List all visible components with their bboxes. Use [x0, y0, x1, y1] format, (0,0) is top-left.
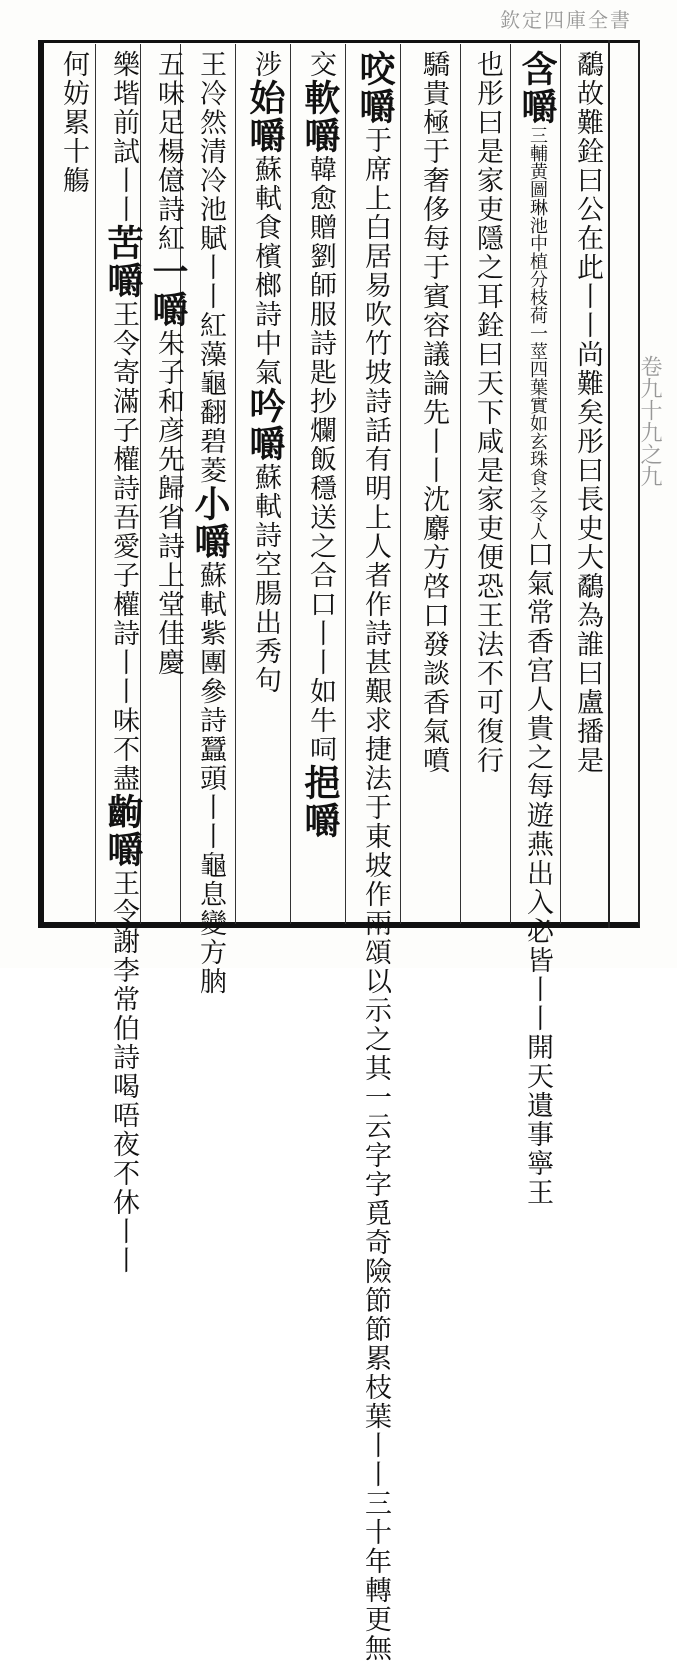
- text-column-6: [295, 50, 345, 920]
- column-text: 王令寄滿子權詩吾愛子權詩丨丨味不盡: [108, 300, 139, 793]
- column-rule: [290, 44, 291, 924]
- headword: 齣嚼: [102, 793, 144, 869]
- running-header: 欽定四庫全書: [500, 8, 632, 32]
- column-text: 涉: [250, 50, 281, 79]
- column-rule: [345, 44, 346, 924]
- column-text: 口氣常香宫人貴之每遊燕出入必皆丨丨開天遺事寧王: [522, 540, 553, 1207]
- column-text: 王令謝李常伯詩喝唔夜不休丨丨: [108, 869, 139, 1275]
- column-text: 韓愈贈劉師服詩匙抄爛飯穩送之合口丨丨如牛呞: [305, 155, 336, 764]
- headword: 挹嚼: [299, 764, 341, 840]
- headword: 含嚼: [516, 50, 558, 126]
- headword: 苦嚼: [102, 224, 144, 300]
- column-text: 蘇軾紫團參詩蠶頭丨丨龜息變方朒: [195, 561, 226, 996]
- column-text: 樂堦前試丨丨: [108, 50, 139, 224]
- text-column-3: 也彤曰是家吏隱之耳銓曰天下咸是家吏便恐王法不可復行: [472, 50, 503, 775]
- text-column-5: [350, 50, 400, 1663]
- column-text: 朱子和彦先歸省詩上堂佳慶: [153, 329, 184, 677]
- column-text: 蘇軾詩空腸出秀句: [250, 463, 281, 695]
- column-text: 王冷然清冷池賦丨丨紅藻龜翻碧菱: [195, 50, 226, 485]
- headword: 吟嚼: [244, 387, 286, 463]
- column-rule: [460, 44, 461, 924]
- column-rule: [235, 44, 236, 924]
- column-rule: [400, 44, 401, 924]
- text-column-2: [512, 50, 562, 1207]
- headword: 小嚼: [189, 485, 231, 561]
- annotation: 三輔黄圖琳池中植分枝荷一莖四葉實如玄珠食之令人: [527, 126, 548, 540]
- text-column-7: [240, 50, 290, 920]
- headword: 始嚼: [244, 79, 286, 155]
- column-text: 交: [305, 50, 336, 79]
- text-column-11: 何妨累十觴: [58, 50, 89, 195]
- fold-marker: 卷九十九之九: [637, 355, 662, 487]
- headword: 咬嚼: [354, 50, 396, 126]
- column-text: 五味足楊億詩紅: [153, 50, 184, 253]
- text-column-10: [98, 50, 148, 1275]
- column-text: 蘇軾食檳榔詩中氣: [250, 155, 281, 387]
- column-text: 于席上白居易吹竹坡詩話有明上人者作詩甚艱求捷法于東坡作兩頌以示之其一云字字覓奇險節節累枝葉丨丨三十年轉更無: [360, 126, 391, 1663]
- headword: 一嚼: [147, 253, 189, 329]
- headword: 軟嚼: [299, 79, 341, 155]
- text-column-4: 驕貴極于奢侈每于賓容議論先丨丨沈麝方啓口發談香氣噴: [418, 50, 449, 775]
- text-column-1: 鷸故難銓曰公在此丨丨尚難矣彤曰長史大鷸為誰曰盧播是: [572, 50, 603, 775]
- text-column-9: [143, 50, 193, 920]
